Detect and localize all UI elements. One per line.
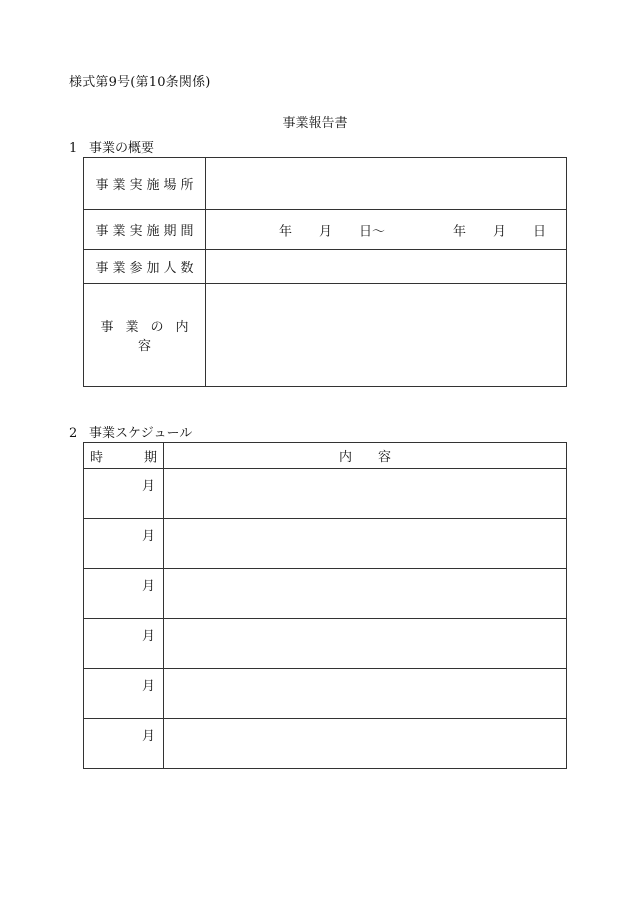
place-value-cell[interactable] xyxy=(206,158,567,210)
section-1-heading xyxy=(69,137,154,156)
schedule-row xyxy=(84,669,567,719)
schedule-row xyxy=(84,519,567,569)
participants-label: 事業参加人数 xyxy=(84,250,206,284)
schedule-month-cell[interactable]: 月 xyxy=(84,669,164,719)
overview-row-content xyxy=(84,284,567,387)
schedule-content-cell[interactable] xyxy=(164,469,567,519)
schedule-header-time-char-2: 期 xyxy=(144,450,158,465)
schedule-header-content: 内容 xyxy=(164,443,567,469)
overview-row-period xyxy=(84,210,567,250)
schedule-row xyxy=(84,569,567,619)
schedule-header-time-char-1: 時 xyxy=(90,450,104,465)
schedule-content-cell[interactable] xyxy=(164,719,567,769)
content-value-cell[interactable] xyxy=(206,284,567,387)
schedule-row xyxy=(84,619,567,669)
period-label: 事業実施期間 xyxy=(84,210,206,250)
document-title: 事業報告書 xyxy=(282,116,348,131)
overview-row-participants xyxy=(84,250,567,284)
period-end-day: 日 xyxy=(533,224,547,239)
schedule-table xyxy=(83,442,567,769)
period-value-cell[interactable] xyxy=(206,210,567,250)
period-end-year: 年 xyxy=(453,224,467,239)
section-2-title: 事業スケジュール xyxy=(89,426,193,441)
schedule-month-cell[interactable]: 月 xyxy=(84,619,164,669)
period-start-month: 月 xyxy=(319,224,333,239)
period-start-day: 日～ xyxy=(359,224,386,239)
participants-value-cell[interactable] xyxy=(206,250,567,284)
period-start-year: 年 xyxy=(279,224,293,239)
schedule-header-row xyxy=(84,443,567,469)
schedule-content-cell[interactable] xyxy=(164,519,567,569)
section-1-title: 事業の概要 xyxy=(89,141,155,156)
overview-table xyxy=(83,157,567,387)
schedule-month-cell[interactable]: 月 xyxy=(84,719,164,769)
content-label: 事業の内容 xyxy=(84,284,206,387)
section-2-heading xyxy=(69,422,192,441)
schedule-month-cell[interactable]: 月 xyxy=(84,569,164,619)
schedule-row xyxy=(84,719,567,769)
schedule-month-cell[interactable]: 月 xyxy=(84,469,164,519)
form-number: 様式第9号(第10条関係) xyxy=(69,75,211,90)
period-end-month: 月 xyxy=(493,224,507,239)
schedule-row xyxy=(84,469,567,519)
overview-row-place xyxy=(84,158,567,210)
schedule-content-cell[interactable] xyxy=(164,569,567,619)
section-1-number: 1 xyxy=(69,141,78,156)
schedule-month-cell[interactable]: 月 xyxy=(84,519,164,569)
section-2-number: 2 xyxy=(69,426,78,441)
schedule-content-cell[interactable] xyxy=(164,669,567,719)
schedule-content-cell[interactable] xyxy=(164,619,567,669)
place-label: 事業実施場所 xyxy=(84,158,206,210)
schedule-header-time xyxy=(84,443,164,469)
